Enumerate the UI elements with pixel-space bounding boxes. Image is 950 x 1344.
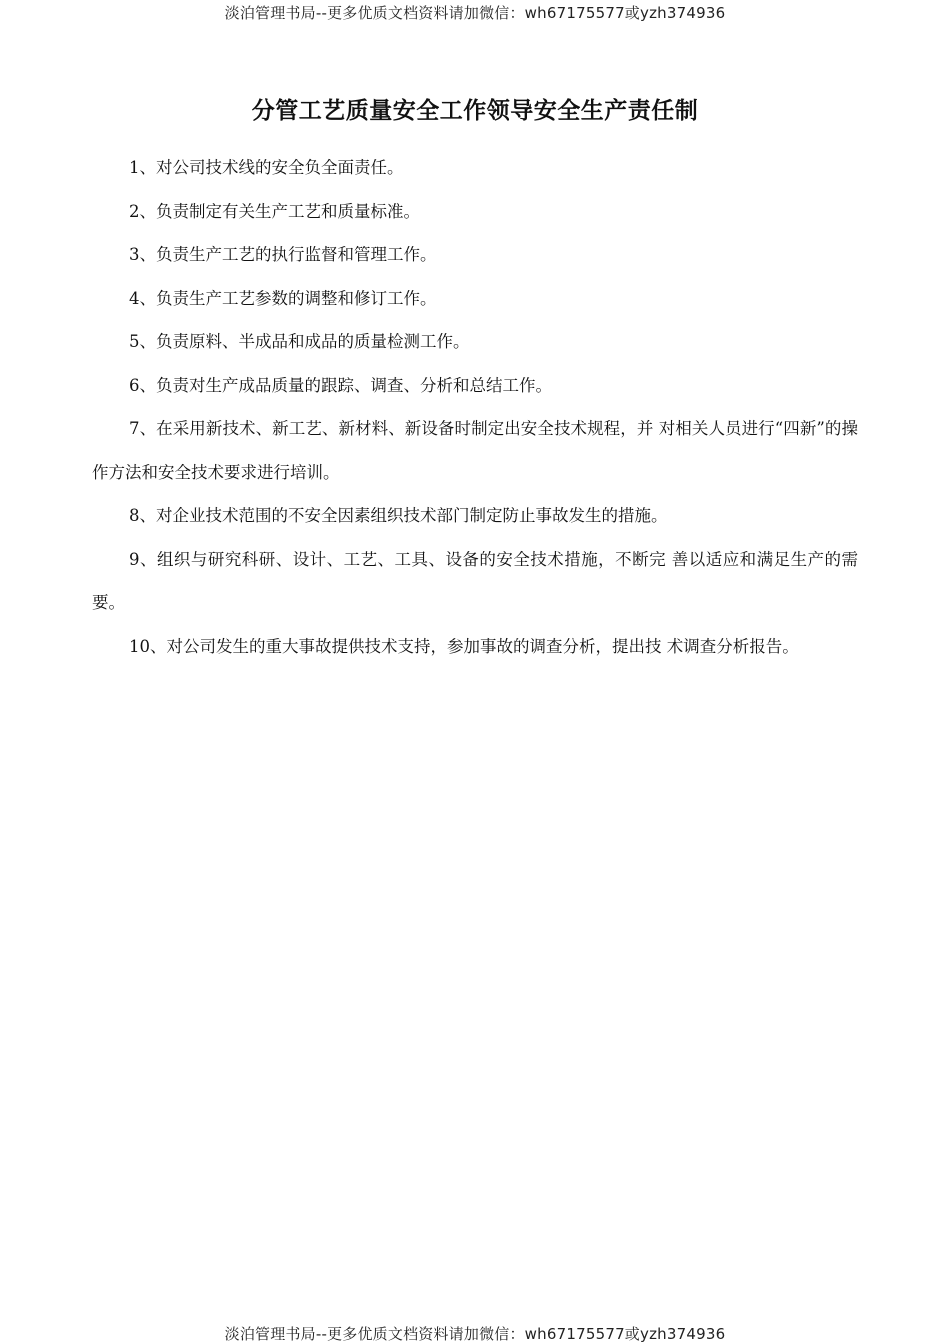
page-footer: 淡泊管理书局--更多优质文档资料请加微信：wh67175577或yzh374936 <box>224 1325 726 1343</box>
clause-7: 7、在采用新技术、新工艺、新材料、新设备时制定出安全技术规程，并 对相关人员进行“四新”的操作方法和安全技术要求进行培训。 <box>92 419 858 482</box>
document-body <box>92 146 858 668</box>
clause-10: 10、对公司发生的重大事故提供技术支持，参加事故的调查分析，提出技 术调查分析报告。 <box>129 636 799 656</box>
clause-6: 6、负责对生产成品质量的跟踪、调查、分析和总结工作。 <box>129 375 552 395</box>
clause-8: 8、对企业技术范围的不安全因素组织技术部门制定防止事故发生的措施。 <box>129 506 668 525</box>
clause-3: 3、负责生产工艺的执行监督和管理工作。 <box>129 245 437 264</box>
clause-1: 1、对公司技术线的安全负全面责任。 <box>129 158 404 177</box>
clause-9: 9、组织与研究科研、设计、工艺、工具、设备的安全技术措施，不断完 善以适应和满足生产的需要。 <box>92 549 858 612</box>
clause-5: 5、负责原料、半成品和成品的质量检测工作。 <box>129 332 470 351</box>
document-title: 分管工艺质量安全工作领导安全生产责任制 <box>251 97 699 124</box>
page-header: 淡泊管理书局--更多优质文档资料请加微信：wh67175577或yzh374936 <box>224 4 726 22</box>
clause-2: 2、负责制定有关生产工艺和质量标准。 <box>129 201 420 221</box>
clause-4: 4、负责生产工艺参数的调整和修订工作。 <box>129 288 437 308</box>
